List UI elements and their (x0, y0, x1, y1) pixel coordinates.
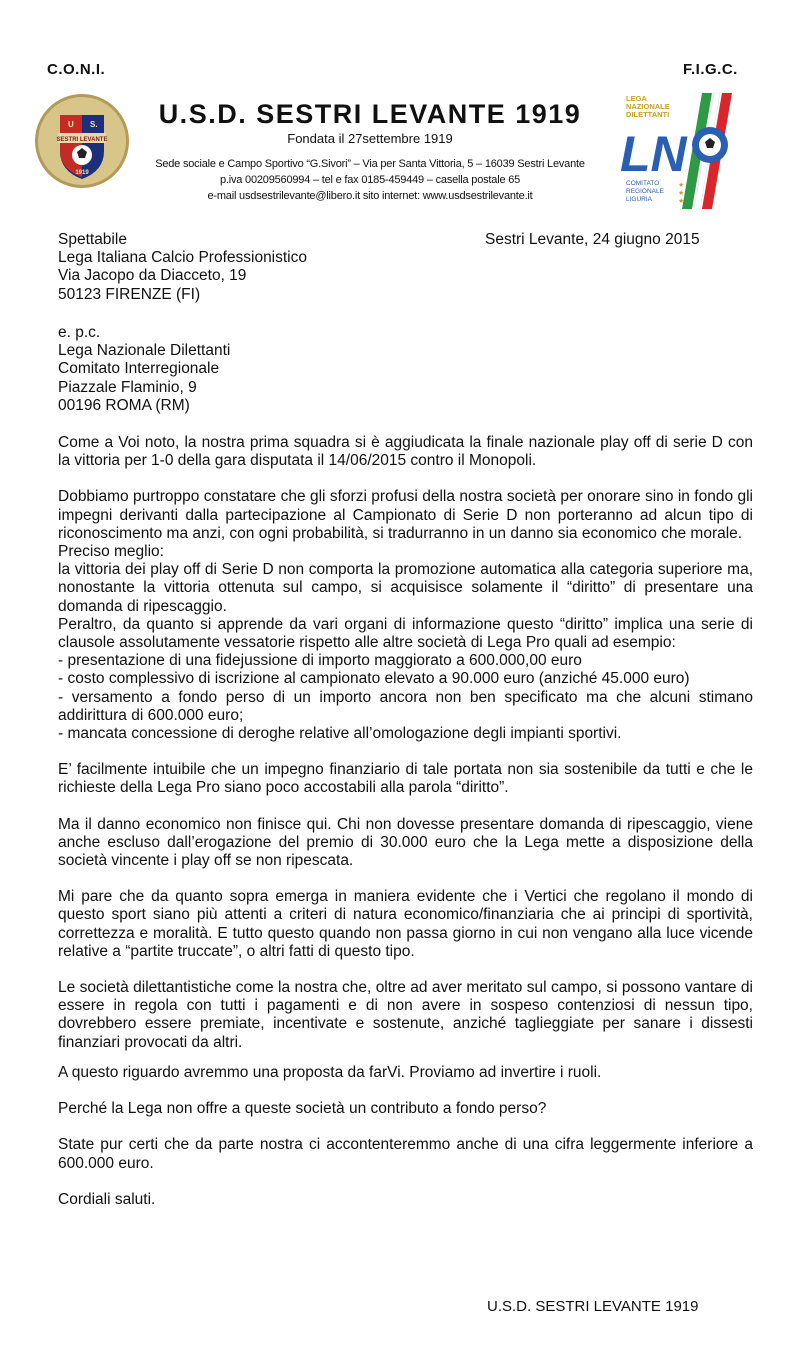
paragraph: Ma il danno economico non finisce qui. Chi non dovesse presentare domanda di ripescaggio, viene anche escluso dall’erogazione del premio di 30.000 euro che la Lega mette a disposizione della società vincente i play off se non ripescata. (58, 815, 753, 870)
svg-text:LN: LN (620, 126, 687, 182)
svg-text:★: ★ (678, 198, 685, 205)
paragraph: Peraltro, da quanto si apprende da vari organi di informazione questo “diritto” implica una serie di clausole assolutamente vessatorie rispetto alle altre società di Lega Pro quali ad esempio: (58, 615, 753, 652)
recipient-line: Via Jacopo da Diacceto, 19 (58, 267, 247, 285)
cc-line: Comitato Interregionale (58, 360, 220, 378)
bullet-item: - mancata concessione di deroghe relative all’omologazione degli impianti sportivi. (58, 725, 622, 743)
svg-text:REGIONALE: REGIONALE (626, 188, 664, 195)
svg-text:★: ★ (678, 190, 685, 197)
cc-line: 00196 ROMA (RM) (58, 396, 190, 414)
svg-text:LIGURIA: LIGURIA (626, 196, 653, 203)
founded-date: Fondata il 27settembre 1919 (287, 131, 453, 146)
paragraph: Le società dilettantistiche come la nostra che, oltre ad aver meritato sul campo, si possono vantare di essere in regola con tutti i pagamenti e di non avere in sospeso contenziosi di nessun tipo, dovrebbero essere premiate, incentivate e sostenute, anziché taglieggiate per sanare i dissesti finanziari provocati da altri. (58, 979, 753, 1051)
bullet-item: - versamento a fondo perso di un importo ancora non ben specificato ma che alcuni stimano addirittura di 600.000 euro; (58, 688, 753, 724)
svg-text:★: ★ (678, 182, 685, 189)
signature: U.S.D. SESTRI LEVANTE 1919 (487, 1298, 699, 1315)
svg-text:SESTRI LEVANTE: SESTRI LEVANTE (56, 137, 108, 143)
bullet-item: - costo complessivo di iscrizione al campionato elevato a 90.000 euro (anziché 45.000 euro) (58, 670, 690, 688)
letter-body (58, 434, 753, 1209)
paragraph: A questo riguardo avremmo una proposta da farVi. Proviamo ad invertire i ruoli. (58, 1063, 602, 1081)
figc-label: F.I.G.C. (683, 61, 738, 78)
cc-line: e. p.c. (58, 324, 101, 341)
club-email-website: e-mail usdsestrilevante@libero.it sito internet: www.usdsestrilevante.it (207, 190, 533, 202)
paragraph: E’ facilmente intuibile che un impegno finanziario di tale portata non sia sostenibile da tutti e che le richieste della Lega Pro siano poco accostabili alla parola “diritto”. (58, 761, 753, 797)
recipient-address (58, 231, 307, 304)
bullet-item: - presentazione di una fidejussione di importo maggiorato a 600.000,00 euro (58, 652, 582, 670)
paragraph: Mi pare che da quanto sopra emerga in maniera evidente che i Vertici che regolano il mondo di questo sport siano più attenti a criteri di natura economico/finanziaria che ai principi di sportività, correttezza e moralità. E tutto questo quando non passa giorno in cui non vengano alla luce vicende relative a “partite truccate”, o altri fatti di questo tipo. (58, 888, 753, 960)
recipient-line: 50123 FIRENZE (FI) (58, 285, 201, 303)
svg-text:LEGA: LEGA (626, 94, 647, 103)
club-vat-phone: p.iva 00209560994 – tel e fax 0185-459449 – casella postale 65 (219, 174, 521, 186)
paragraph: State pur certi che da parte nostra ci accontenteremmo anche di una cifra leggermente inferiore a 600.000 euro. (58, 1136, 753, 1172)
svg-text:1919: 1919 (75, 170, 89, 176)
recipient-line: Spettabile (58, 231, 127, 248)
svg-text:S.: S. (90, 120, 98, 129)
svg-text:U: U (68, 120, 74, 129)
paragraph: Perché la Lega non offre a queste società un contributo a fondo perso? (58, 1100, 547, 1118)
cc-line: Lega Nazionale Dilettanti (58, 342, 231, 360)
club-name: U.S.D. SESTRI LEVANTE 1919 (158, 99, 582, 129)
paragraph: Preciso meglio: (58, 543, 164, 561)
paragraph: la vittoria dei play off di Serie D non comporta la promozione automatica alla categoria superiore ma, nonostante la vittoria ottenuta sul campo, si acquisisce solamente il “diritto” di presentare una domanda di ripescaggio. (58, 561, 753, 615)
lnd-logo (620, 89, 740, 211)
paragraph: Come a Voi noto, la nostra prima squadra si è aggiudicata la finale nazionale play off di serie D con la vittoria per 1-0 della gara disputata il 14/06/2015 contro il Monopoli. (58, 434, 753, 470)
closing: Cordiali saluti. (58, 1190, 156, 1208)
cc-line: Piazzale Flaminio, 9 (58, 378, 197, 396)
paragraph: Dobbiamo purtroppo constatare che gli sforzi profusi della nostra società per onorare sino in fondo gli impegni derivanti dalla partecipazione al Campionato di Serie D non porteranno ad alcun tipo di riconoscimento ma anzi, con ogni probabilità, si tradurranno in un danno sia economico che morale. (58, 488, 753, 542)
letter-date: Sestri Levante, 24 giugno 2015 (485, 231, 700, 248)
svg-text:COMITATO: COMITATO (626, 180, 660, 187)
svg-text:NAZIONALE: NAZIONALE (626, 102, 670, 111)
cc-address (58, 324, 230, 415)
recipient-line: Lega Italiana Calcio Professionistico (58, 249, 307, 267)
club-address: Sede sociale e Campo Sportivo “G.Sivori” – Via per Santa Vittoria, 5 – 16039 Sestri Levante (155, 158, 585, 170)
club-crest-logo (34, 93, 130, 189)
svg-text:DILETTANTI: DILETTANTI (626, 110, 670, 119)
coni-label: C.O.N.I. (47, 61, 106, 78)
